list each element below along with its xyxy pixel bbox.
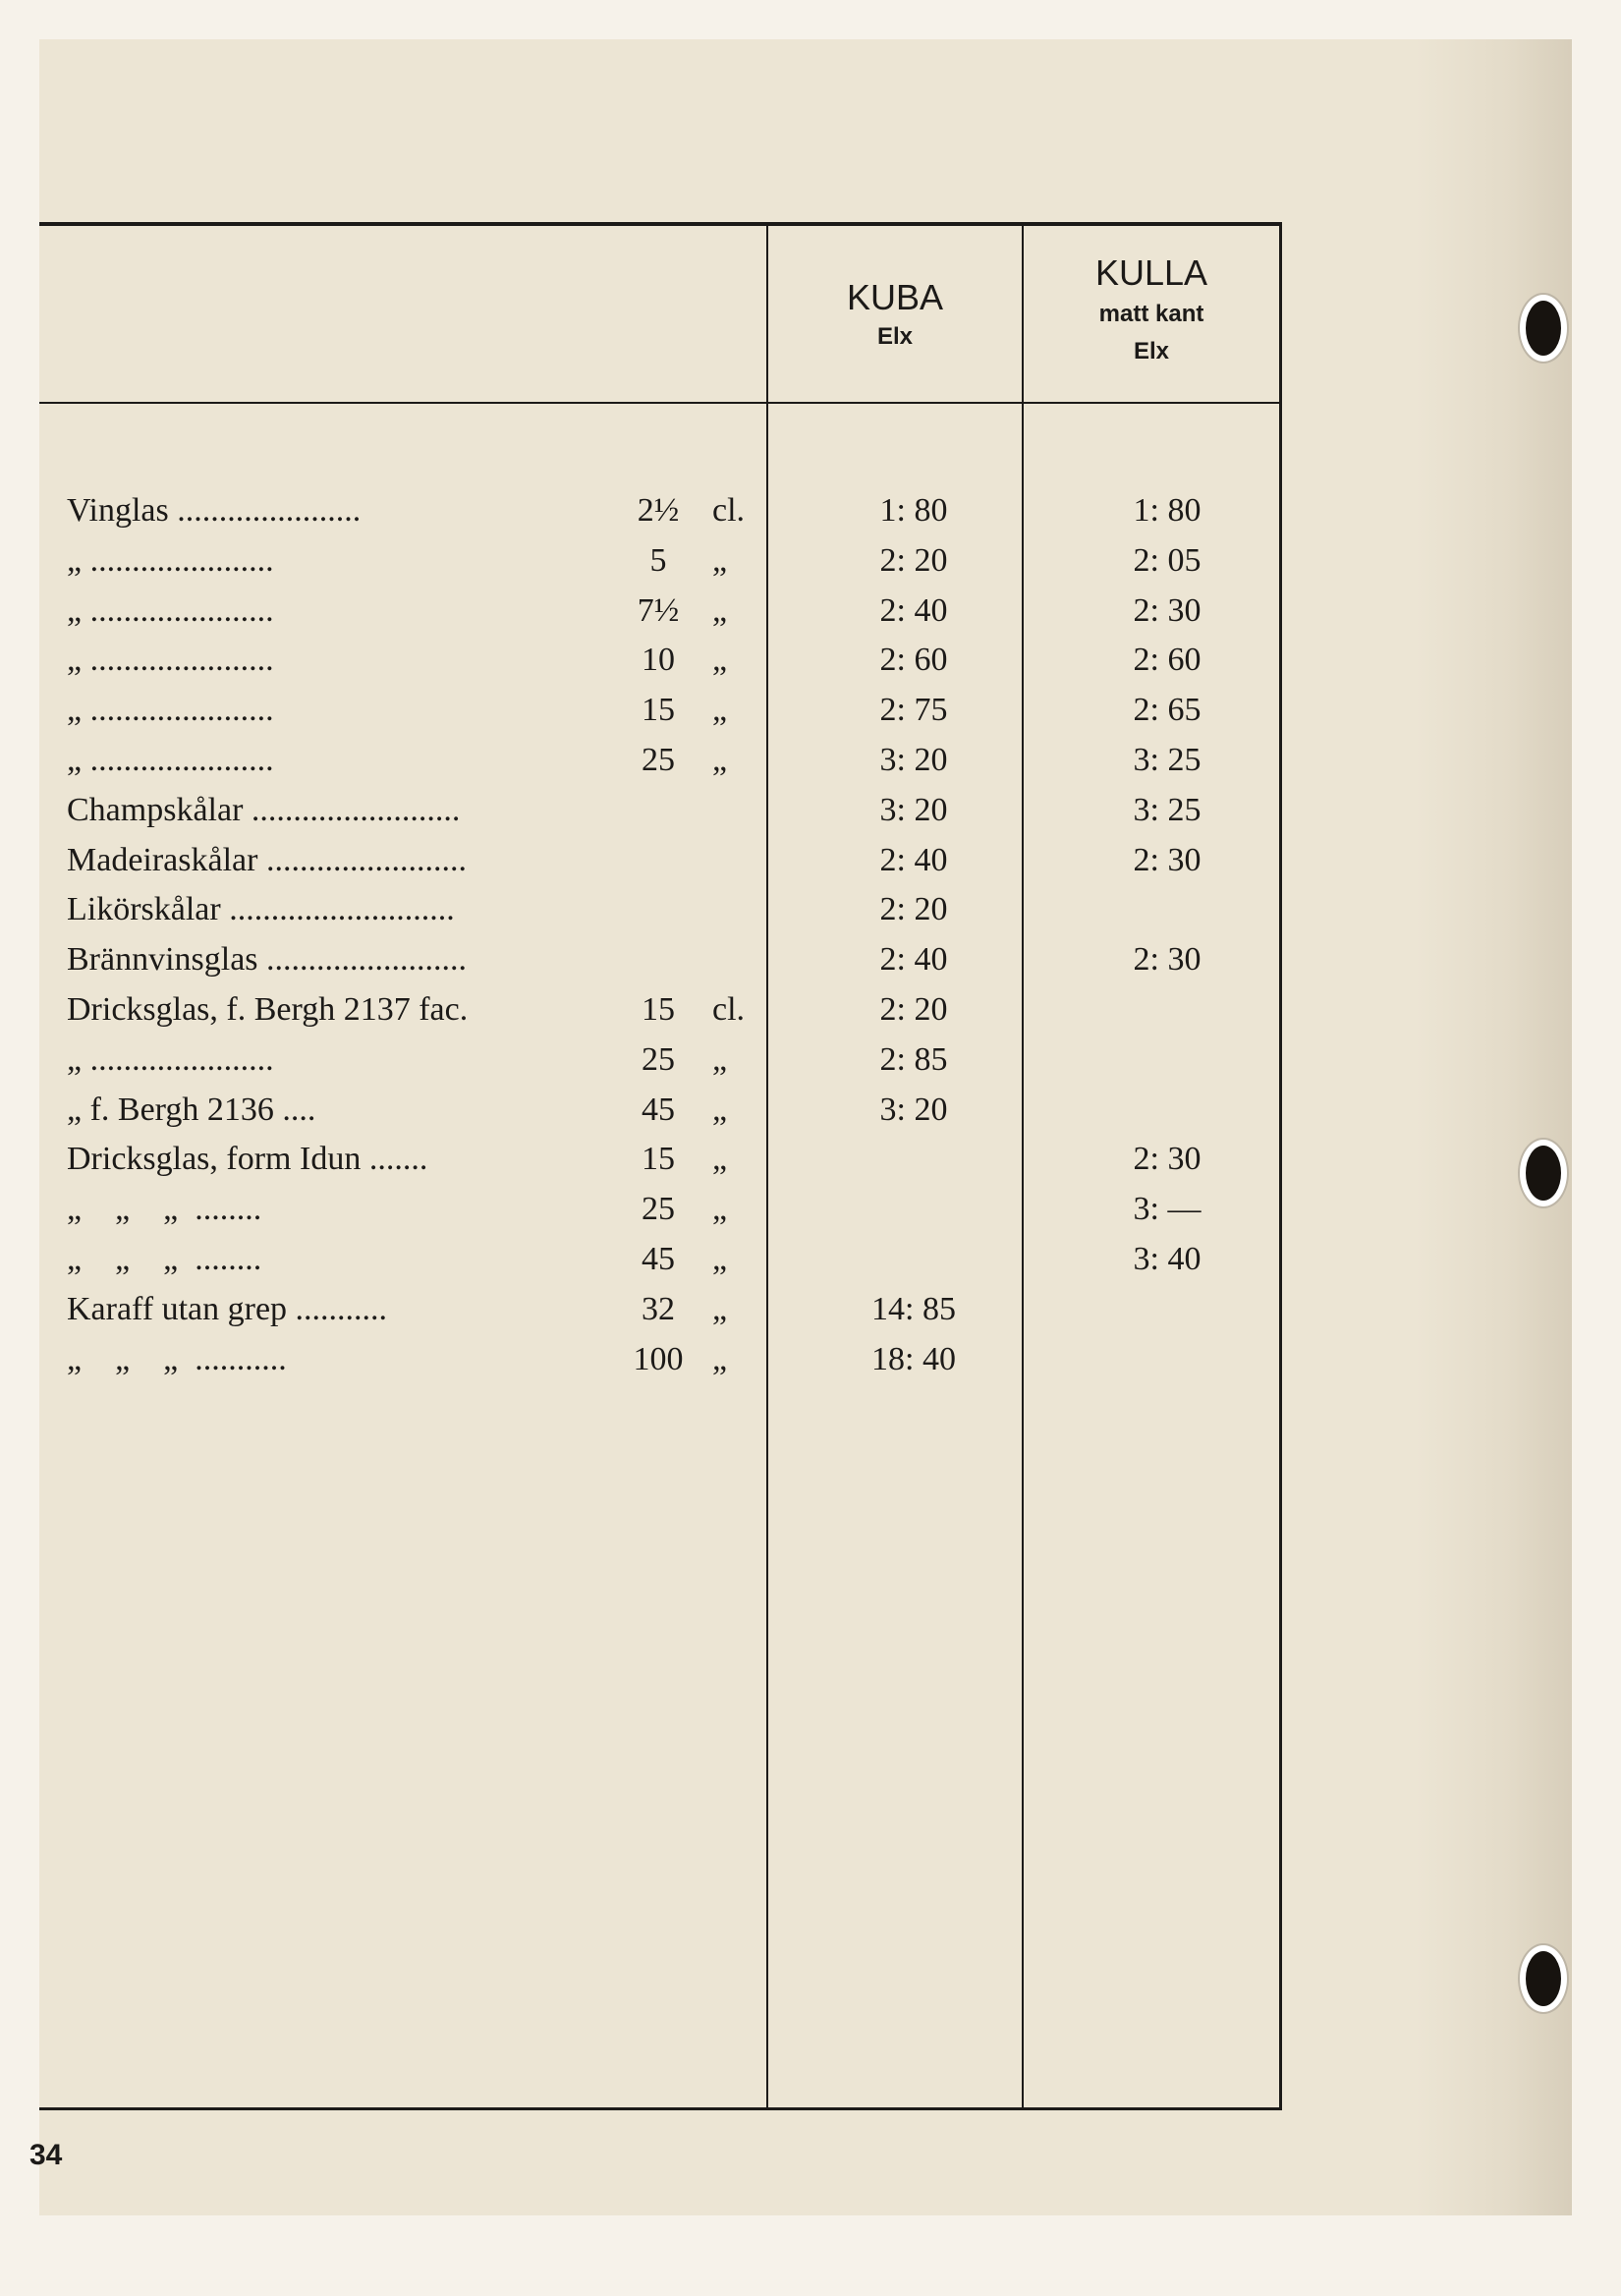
item-unit: „ <box>712 692 728 729</box>
table-row <box>0 686 1277 735</box>
item-size: 25 <box>642 1191 675 1228</box>
table-row <box>0 1185 1277 1234</box>
kulla-price: 2: 30 <box>1133 841 1202 878</box>
kulla-price: 3: 40 <box>1133 1241 1202 1277</box>
item-size: 5 <box>649 541 667 579</box>
item-unit: cl. <box>712 492 746 529</box>
item-name: „ ...................... <box>67 1040 274 1078</box>
kulla-sub: Elx <box>1133 338 1170 364</box>
kuba-price: 2: 40 <box>879 941 948 979</box>
item-name: „ ...................... <box>67 742 274 778</box>
item-unit: „ <box>712 1091 728 1128</box>
item-name: Dricksglas, f. Bergh 2137 fac. <box>67 991 469 1028</box>
table-row <box>0 836 1277 885</box>
kulla-price: 3: — <box>1133 1191 1202 1228</box>
kulla-price: 3: 25 <box>1133 791 1202 828</box>
kulla-price: 3: 25 <box>1133 742 1202 778</box>
item-name: „ ...................... <box>67 642 274 679</box>
kulla-price: 2: 30 <box>1133 941 1202 979</box>
kulla-note: matt kant <box>1098 301 1204 327</box>
item-unit: „ <box>712 1191 728 1228</box>
item-name: „ „ „ ........ <box>67 1191 262 1228</box>
table-row <box>0 786 1277 835</box>
kuba-price: 3: 20 <box>879 742 948 778</box>
item-name: „ ...................... <box>67 591 274 629</box>
column-divider-right <box>1279 224 1282 2108</box>
table-row <box>0 985 1277 1035</box>
item-name: Brännvinsglas ........................ <box>67 941 468 979</box>
item-size: 25 <box>642 742 675 778</box>
item-unit: „ <box>712 1340 728 1377</box>
item-name: Madeiraskålar ........................ <box>67 841 467 878</box>
kuba-price: 2: 20 <box>879 991 948 1028</box>
item-name: Champskålar ......................... <box>67 791 461 828</box>
kuba-price: 2: 60 <box>879 642 948 679</box>
table-row <box>0 587 1277 636</box>
kuba-sub: Elx <box>876 323 914 350</box>
kuba-column-header <box>768 277 1022 350</box>
kuba-price: 2: 85 <box>879 1040 948 1078</box>
item-name: Dricksglas, form Idun ....... <box>67 1141 428 1178</box>
kuba-price: 3: 20 <box>879 1091 948 1128</box>
kulla-price: 2: 60 <box>1133 642 1202 679</box>
table-row <box>0 636 1277 685</box>
item-size: 45 <box>642 1241 675 1277</box>
table-row <box>0 1235 1277 1284</box>
item-size: 45 <box>642 1091 675 1128</box>
table-row <box>0 885 1277 934</box>
item-size: 15 <box>642 991 675 1028</box>
table-row <box>0 935 1277 984</box>
kuba-price: 3: 20 <box>879 791 948 828</box>
item-unit: „ <box>712 541 728 579</box>
item-unit: cl. <box>712 991 746 1028</box>
table-row <box>0 736 1277 785</box>
kulla-price: 1: 80 <box>1133 492 1202 529</box>
item-name: Vinglas ...................... <box>67 492 362 529</box>
kulla-price: 2: 30 <box>1133 1141 1202 1178</box>
item-size: 10 <box>642 642 675 679</box>
header-bottom-rule <box>39 402 1282 404</box>
page-number: 34 <box>29 2139 63 2171</box>
item-unit: „ <box>712 1141 728 1178</box>
item-unit: „ <box>712 1241 728 1277</box>
table-bottom-rule <box>39 2107 1282 2110</box>
table-row <box>0 1086 1277 1135</box>
item-size: 32 <box>642 1290 675 1327</box>
kuba-price: 2: 40 <box>879 591 948 629</box>
item-size: 15 <box>642 692 675 729</box>
kulla-column-header <box>1024 252 1279 364</box>
kuba-price: 1: 80 <box>879 492 948 529</box>
kulla-title: KULLA <box>1094 252 1208 293</box>
table-row <box>0 1335 1277 1384</box>
table-row <box>0 1285 1277 1334</box>
kuba-title: KUBA <box>846 277 944 317</box>
item-unit: „ <box>712 1040 728 1078</box>
kulla-price: 2: 30 <box>1133 591 1202 629</box>
table-row <box>0 486 1277 535</box>
table-row <box>0 536 1277 586</box>
kuba-price: 14: 85 <box>871 1290 956 1327</box>
item-name: Likörskålar ........................... <box>67 891 455 928</box>
kuba-price: 2: 20 <box>879 541 948 579</box>
item-size: 7½ <box>637 591 680 629</box>
item-size: 2½ <box>637 492 680 529</box>
item-name: „ „ „ ........ <box>67 1241 262 1277</box>
kuba-price: 2: 75 <box>879 692 948 729</box>
kuba-price: 2: 20 <box>879 891 948 928</box>
item-size: 25 <box>642 1040 675 1078</box>
item-size: 15 <box>642 1141 675 1178</box>
table-row <box>0 1135 1277 1184</box>
item-unit: „ <box>712 1290 728 1327</box>
item-name: Karaff utan grep ........... <box>67 1290 388 1327</box>
kulla-price: 2: 65 <box>1133 692 1202 729</box>
item-name: „ ...................... <box>67 541 274 579</box>
item-name: „ f. Bergh 2136 .... <box>67 1091 316 1128</box>
table-top-rule <box>39 222 1282 226</box>
kulla-price: 2: 05 <box>1133 541 1202 579</box>
item-unit: „ <box>712 591 728 629</box>
kuba-price: 2: 40 <box>879 841 948 878</box>
item-size: 100 <box>633 1340 684 1377</box>
item-unit: „ <box>712 642 728 679</box>
item-unit: „ <box>712 742 728 778</box>
kuba-price: 18: 40 <box>871 1340 956 1377</box>
table-row <box>0 1036 1277 1085</box>
item-name: „ ...................... <box>67 692 274 729</box>
item-name: „ „ „ ........... <box>67 1340 287 1377</box>
